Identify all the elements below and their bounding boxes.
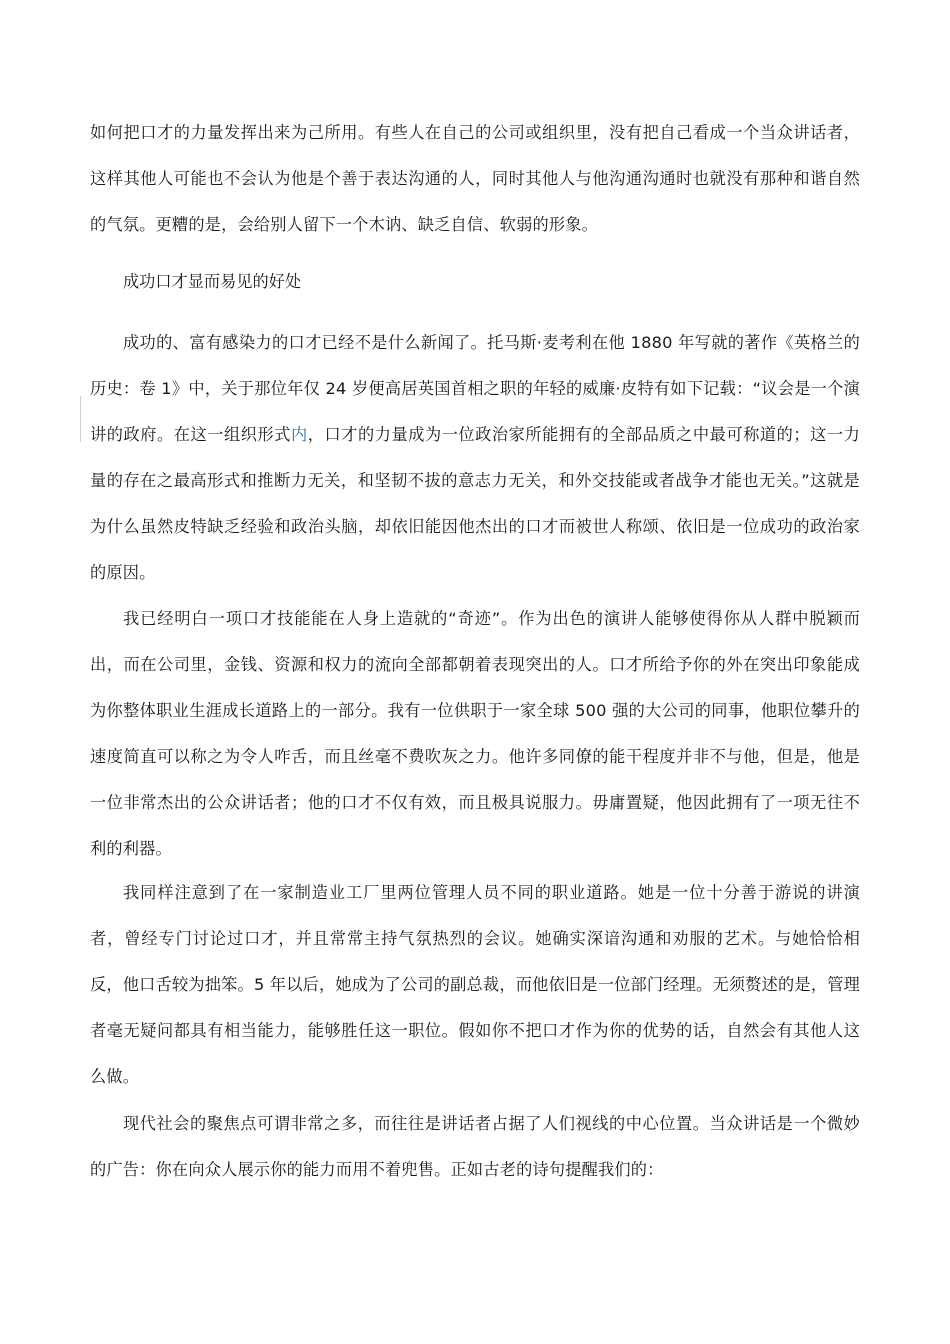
paragraph-2 xyxy=(90,320,860,596)
margin-mark xyxy=(80,396,81,442)
paragraph-3: 我已经明白一项口才技能能在人身上造就的“奇迹”。作为出色的演讲人能够使得你从人群中脱颖而出，而在公司里，金钱、资源和权力的流向全部都朝着表现突出的人。口才所给予你的外在突出印象能成为你整体职业生涯成长道路上的一部分。我有一位供职于一家全球 500 强的大公司的同事，他职位攀升的速度简直可以称之为令人咋舌，而且丝毫不费吹灰之力。他许多同僚的能干程度并非不与他，但是，他是一位非常杰出的公众讲话者；他的口才不仅有效，而且极具说服力。毋庸置疑，他因此拥有了一项无往不利的利器。 xyxy=(90,609,860,858)
highlighted-character: 内 xyxy=(290,425,308,444)
paragraph-2-text-after: ，口才的力量成为一位政治家所能拥有的全部品质之中最可称道的；这一力量的存在之最高形式和推断力无关，和坚韧不拔的意志力无关，和外交技能或者战争才能也无关。”这就是为什么虽然皮特缺乏经验和政治头脑，却依旧能因他杰出的口才而被世人称颂、依旧是一位成功的政治家的原因。 xyxy=(90,425,860,582)
paragraph-4: 我同样注意到了在一家制造业工厂里两位管理人员不同的职业道路。她是一位十分善于游说的讲演者，曾经专门讨论过口才，并且常常主持气氛热烈的会议。她确实深谙沟通和劝服的艺术。与她恰恰相反，他口舌较为拙笨。5 年以后，她成为了公司的副总裁，而他依旧是一位部门经理。无须赘述的是，管理者毫无疑问都具有相当能力，能够胜任这一职位。假如你不把口才作为你的优势的话，自然会有其他人这么做。 xyxy=(90,883,860,1086)
paragraph-5: 现代社会的聚焦点可谓非常之多，而往往是讲话者占据了人们视线的中心位置。当众讲话是一个微妙的广告：你在向众人展示你的能力而用不着兜售。正如古老的诗句提醒我们的： xyxy=(90,1114,860,1179)
paragraph-2-text-before: 成功的、富有感染力的口才已经不是什么新闻了。托马斯·麦考利在他 1880 年写就的著作《英格兰的历史：卷 1》中，关于那位年仅 24 岁便高居英国首相之职的年轻的威廉·皮特有如下记载：“议会是一个演讲的政府。在这一组织形式 xyxy=(90,333,860,444)
paragraph-1: 如何把口才的力量发挥出来为己所用。有些人在自己的公司或组织里，没有把自己看成一个当众讲话者，这样其他人可能也不会认为他是个善于表达沟通的人，同时其他人与他沟通沟通时也就没有那种和谐自然的气氛。更糟的是，会给别人留下一个木讷、缺乏自信、软弱的形象。 xyxy=(90,123,860,234)
section-heading: 成功口才显而易见的好处 xyxy=(123,272,302,291)
